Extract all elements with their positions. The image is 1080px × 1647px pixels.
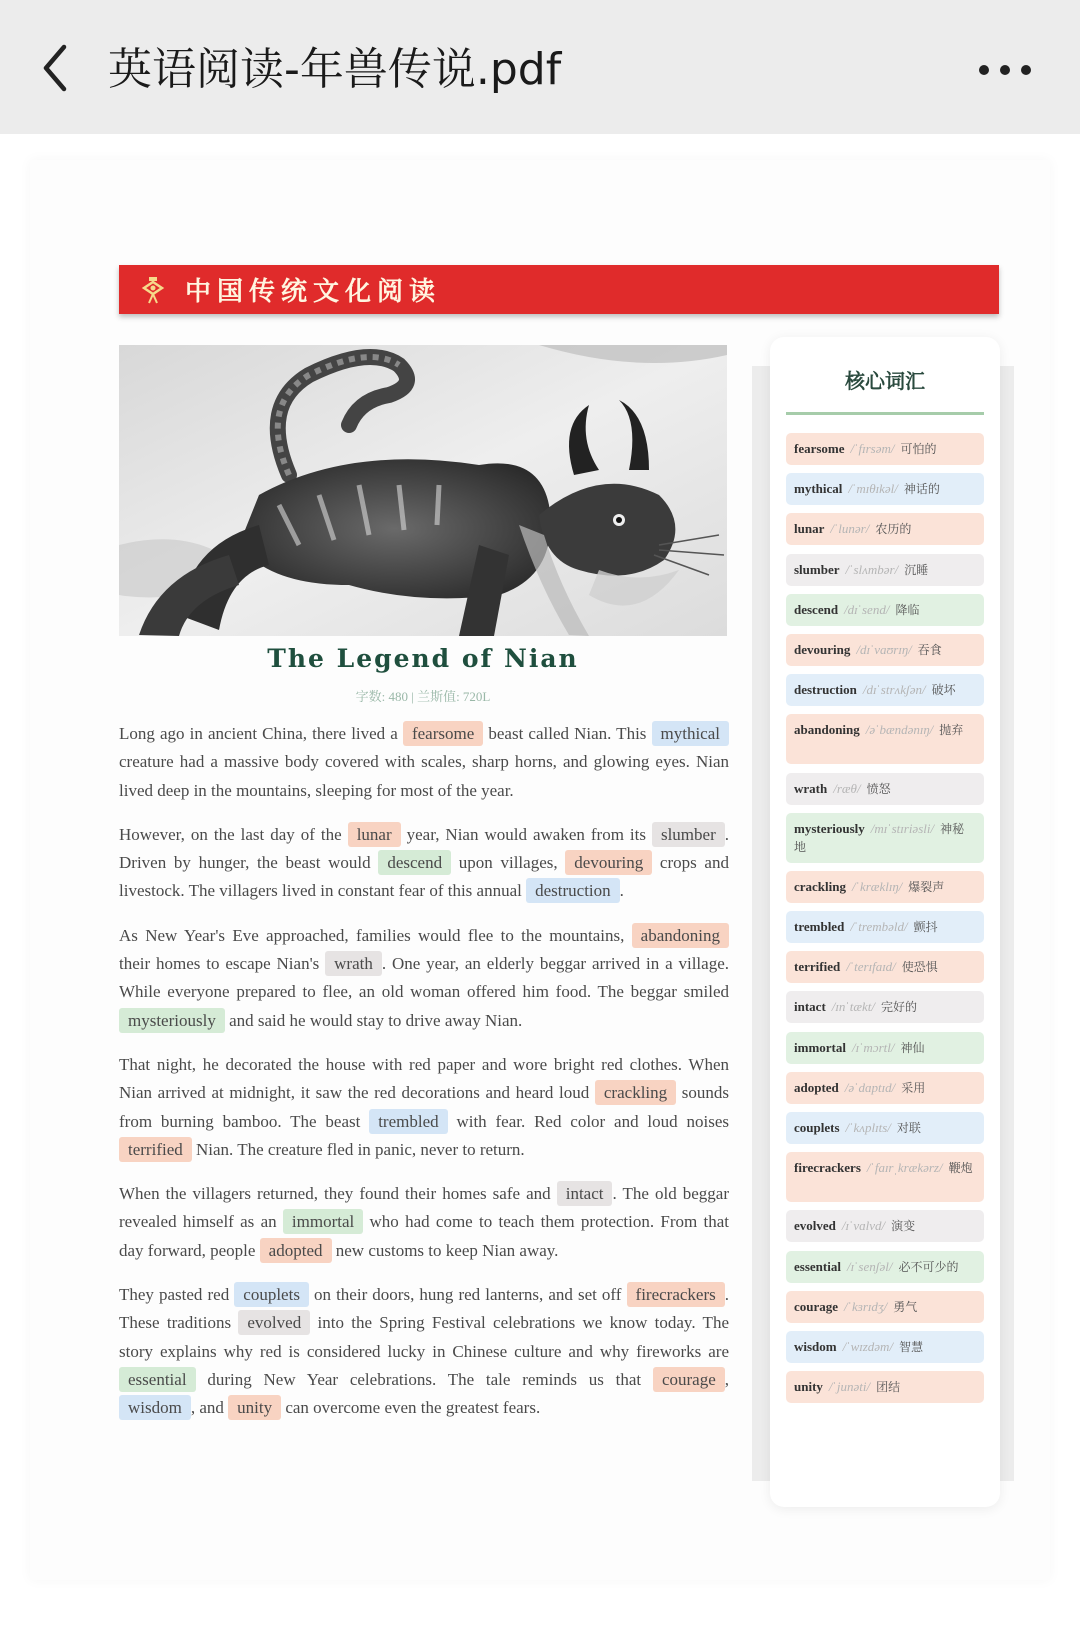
vocab-phonetic: /ˈtrembəld/ — [850, 919, 908, 935]
vocab-phonetic: /ɪnˈtækt/ — [831, 999, 875, 1015]
vocab-phonetic: /ˈslʌmbər/ — [845, 561, 899, 577]
vocab-item-destruction[interactable] — [786, 674, 984, 706]
chinese-knot-icon — [139, 275, 167, 305]
vocab-highlight[interactable]: immortal — [283, 1209, 363, 1234]
story-text: . One year, an elderly beggar arrived in a village. While everyone prepared to flee, an old woman offered him food. The beggar smiled — [119, 954, 729, 1002]
story-body — [119, 720, 729, 1439]
vocab-meaning: 抛弃 — [939, 723, 964, 738]
story-text: . These traditions — [119, 1285, 729, 1333]
story-text: can overcome even the greatest fears. — [281, 1398, 541, 1418]
vocab-meaning: 神秘地 — [794, 821, 965, 854]
vocab-phonetic: /ˈkræklɪŋ/ — [852, 878, 903, 894]
vocab-item-adopted[interactable] — [786, 1072, 984, 1104]
chevron-left-icon — [40, 43, 70, 93]
story-text: creature had a massive body covered with scales, sharp horns, and glowing eyes. Nian lived deep in the mountains, sleeping for most of the year. — [119, 752, 729, 800]
vocab-word: adopted — [794, 1079, 839, 1095]
story-text: , and — [190, 1398, 229, 1418]
story-text: and said he would stay to drive away Nian. — [224, 1010, 523, 1030]
story-text: . The old beggar revealed himself as an — [119, 1184, 729, 1232]
vocab-title: 核心词汇 — [845, 369, 925, 393]
vocab-item-mythical[interactable] — [786, 473, 984, 505]
vocab-meaning: 使恐惧 — [901, 960, 938, 975]
vocab-panel — [770, 337, 1000, 1507]
story-paragraph — [119, 1180, 729, 1265]
vocab-word: couplets — [794, 1120, 840, 1135]
top-bar — [0, 0, 1080, 134]
vocab-item-devouring[interactable] — [786, 634, 984, 666]
story-text: crops and livestock. The villagers lived in constant fear of this annual — [119, 853, 729, 901]
vocab-highlight[interactable]: slumber — [652, 822, 725, 847]
vocab-phonetic: /ˈfɪrsəm/ — [850, 441, 895, 456]
vocab-highlight[interactable]: lunar — [348, 822, 401, 847]
vocab-item-evolved[interactable] — [786, 1210, 984, 1242]
vocab-phonetic: /ˈmɪθɪkəl/ — [848, 481, 898, 497]
vocab-item-essential[interactable] — [786, 1251, 984, 1283]
vocab-meaning: 神仙 — [900, 1040, 925, 1055]
vocab-meaning: 颤抖 — [913, 920, 938, 935]
story-text: As New Year's Eve approached, families would flee to the mountains, — [119, 925, 632, 945]
vocab-highlight[interactable]: descend — [378, 850, 451, 875]
more-button[interactable] — [970, 48, 1040, 92]
document-title: 英语阅读-年兽传说.pdf — [108, 44, 562, 95]
vocab-highlight[interactable]: evolved — [238, 1310, 310, 1335]
story-text: who had come to teach them protection. From that day forward, people — [119, 1212, 729, 1260]
vocab-highlight[interactable]: fearsome — [403, 721, 483, 746]
vocab-meaning: 团结 — [876, 1380, 901, 1395]
vocab-meaning: 破坏 — [931, 683, 956, 698]
vocab-word: unity — [794, 1379, 823, 1395]
vocab-item-fearsome[interactable] — [786, 433, 984, 465]
story-text: Long ago in ancient China, there lived a — [119, 724, 403, 743]
vocab-word: descend — [794, 601, 839, 617]
vocab-meaning: 愤怒 — [866, 781, 891, 796]
vocab-meaning: 演变 — [891, 1219, 916, 1234]
vocab-phonetic: /ˈkɜrɪdʒ/ — [844, 1298, 888, 1314]
vocab-word: mythical — [794, 481, 843, 497]
vocab-highlight[interactable]: mysteriously — [119, 1008, 225, 1033]
vocab-highlight[interactable]: trembled — [369, 1109, 447, 1134]
story-text: However, on the last day of the — [119, 824, 348, 844]
vocab-item-courage[interactable] — [786, 1291, 984, 1323]
story-text: That night, he decorated the house with red paper and wore bright red clothes. When Nian arrived at midnight, it saw the red decorations and heard loud — [119, 1054, 729, 1103]
vocab-word: trembled — [794, 919, 845, 935]
vocab-phonetic: /ˈjunəti/ — [828, 1379, 871, 1395]
vocab-meaning: 采用 — [901, 1080, 926, 1095]
story-text: , — [724, 1369, 729, 1389]
vocab-item-mysteriously[interactable] — [786, 813, 984, 863]
vocab-list — [786, 433, 984, 1411]
vocab-meaning: 吞食 — [917, 642, 942, 657]
vocab-word: courage — [794, 1298, 839, 1314]
vocab-meaning: 智慧 — [899, 1339, 924, 1354]
vocab-item-crackling[interactable] — [786, 871, 984, 903]
more-horizontal-icon — [978, 64, 1032, 76]
vocab-phonetic: /mɪˈstɪriəsli/ — [870, 820, 935, 836]
vocab-item-descend[interactable] — [786, 594, 984, 626]
story-paragraph — [119, 821, 729, 906]
vocab-phonetic: /ɪˈmɔrtl/ — [851, 1039, 895, 1055]
vocab-item-wrath[interactable] — [786, 773, 984, 805]
vocab-word: wrath — [794, 780, 828, 796]
story-text: new customs to keep Nian away. — [331, 1240, 559, 1260]
story-meta: 字数: 480 | 兰斯值: 720L — [355, 689, 491, 704]
vocab-meaning: 完好的 — [881, 1000, 918, 1015]
vocab-meaning: 鞭炮 — [948, 1161, 973, 1176]
vocab-highlight[interactable]: terrified — [119, 1137, 192, 1162]
vocab-word: terrified — [794, 959, 841, 975]
vocab-phonetic: /ˈterɪfaɪd/ — [846, 959, 896, 975]
story-text: Nian. The creature fled in panic, never to return. — [191, 1139, 525, 1159]
vocab-word: lunar — [794, 521, 825, 537]
vocab-meaning: 农历的 — [875, 522, 912, 537]
vocab-word: devouring — [794, 641, 851, 657]
vocab-highlight[interactable]: crackling — [595, 1080, 676, 1105]
story-text: . Driven by hunger, the beast would — [119, 824, 729, 873]
vocab-meaning: 对联 — [896, 1121, 921, 1135]
vocab-item-terrified[interactable] — [786, 951, 984, 983]
story-paragraph — [119, 1051, 729, 1164]
vocab-highlight[interactable]: adopted — [260, 1238, 332, 1263]
story-text: their homes to escape Nian's — [119, 954, 326, 974]
story-text: When the villagers returned, they found their homes safe and — [119, 1184, 557, 1204]
vocab-highlight[interactable]: courage — [653, 1367, 725, 1392]
vocab-item-firecrackers[interactable] — [786, 1152, 984, 1202]
story-text: . — [619, 881, 624, 901]
story-text: upon villages, — [451, 853, 566, 873]
vocab-phonetic: /ɪˈvɑlvd/ — [841, 1218, 886, 1234]
vocab-phonetic: /ˈkʌplɪts/ — [845, 1120, 891, 1135]
story-text: beast called Nian. This — [483, 724, 652, 743]
vocab-highlight[interactable]: mythical — [652, 721, 729, 746]
vocab-word: crackling — [794, 878, 846, 894]
story-text: sounds from burning bamboo. The beast — [119, 1083, 730, 1131]
vocab-word: mysteriously — [794, 820, 865, 836]
story-title: The Legend of Nian — [267, 644, 579, 673]
vocab-highlight[interactable]: firecrackers — [627, 1282, 725, 1307]
vocab-word: wisdom — [794, 1338, 837, 1354]
vocab-highlight[interactable]: unity — [228, 1395, 281, 1420]
vocab-meaning: 可怕的 — [900, 442, 937, 456]
story-text: with fear. Red color and loud noises — [447, 1111, 729, 1131]
story-paragraph — [119, 922, 729, 1035]
vocab-item-unity[interactable] — [786, 1371, 984, 1403]
vocab-meaning: 神话的 — [903, 482, 940, 497]
vocab-highlight[interactable]: wisdom — [119, 1395, 191, 1420]
vocab-meaning: 沉睡 — [904, 562, 929, 577]
vocab-word: firecrackers — [794, 1160, 861, 1176]
story-paragraph — [119, 720, 729, 805]
vocab-item-abandoning[interactable] — [786, 714, 984, 764]
vocab-phonetic: /əˈdɑptɪd/ — [844, 1079, 896, 1095]
vocab-highlight[interactable]: destruction — [526, 878, 620, 903]
vocab-highlight[interactable]: intact — [557, 1181, 613, 1206]
story-text: year, Nian would awaken from its — [400, 824, 652, 844]
vocab-item-couplets[interactable] — [786, 1112, 984, 1144]
vocab-meaning: 必不可少的 — [898, 1259, 959, 1274]
vocab-word: intact — [794, 999, 826, 1015]
vocab-highlight[interactable]: abandoning — [632, 923, 729, 948]
vocab-meaning: 降临 — [895, 602, 920, 617]
story-paragraph — [119, 1281, 729, 1422]
vocab-word: evolved — [794, 1218, 836, 1234]
vocab-phonetic: /ræθ/ — [833, 780, 861, 796]
vocab-item-wisdom[interactable] — [786, 1331, 984, 1363]
vocab-word: slumber — [794, 561, 840, 577]
vocab-phonetic: /əˈbændənɪŋ/ — [865, 722, 934, 738]
vocab-word: fearsome — [794, 441, 845, 456]
vocab-item-slumber[interactable] — [786, 554, 984, 586]
vocab-highlight[interactable]: essential — [119, 1367, 196, 1392]
banner-title: 中国传统文化阅读 — [185, 277, 442, 307]
story-text: on their doors, hung red lanterns, and set off — [308, 1285, 627, 1305]
vocab-highlight[interactable]: wrath — [325, 951, 382, 976]
vocab-word: essential — [794, 1258, 841, 1274]
vocab-item-intact[interactable] — [786, 991, 984, 1023]
vocab-phonetic: /ˈlunər/ — [830, 521, 870, 537]
vocab-phonetic: /ˈfaɪrˌkrækərz/ — [866, 1160, 943, 1176]
vocab-item-lunar[interactable] — [786, 513, 984, 545]
vocab-phonetic: /dɪˈvaʊrɪŋ/ — [856, 641, 912, 657]
story-text: into the Spring Festival celebrations we know today. The story explains why red is considered lucky in Chinese culture and why fireworks are — [119, 1313, 729, 1361]
vocab-meaning: 勇气 — [893, 1299, 918, 1314]
vocab-phonetic: /dɪˈsend/ — [844, 601, 890, 617]
vocab-highlight[interactable]: devouring — [565, 850, 652, 875]
vocab-highlight[interactable]: couplets — [234, 1282, 309, 1307]
vocab-word: immortal — [794, 1039, 846, 1055]
vocab-item-trembled[interactable] — [786, 911, 984, 943]
story-text: during New Year celebrations. The tale reminds us that — [195, 1369, 653, 1389]
story-text: They pasted red — [119, 1285, 235, 1305]
vocab-meaning: 爆裂声 — [908, 879, 945, 894]
vocab-phonetic: /dɪˈstrʌkʃən/ — [862, 682, 926, 698]
vocab-word: destruction — [794, 682, 857, 698]
section-banner — [119, 265, 999, 314]
vocab-phonetic: /ɪˈsenʃəl/ — [846, 1258, 893, 1274]
vocab-divider — [786, 412, 984, 415]
vocab-item-immortal[interactable] — [786, 1032, 984, 1064]
nian-beast-illustration — [119, 345, 727, 636]
back-button[interactable] — [30, 38, 80, 98]
vocab-word: abandoning — [794, 722, 860, 738]
vocab-phonetic: /ˈwɪzdəm/ — [842, 1338, 894, 1354]
